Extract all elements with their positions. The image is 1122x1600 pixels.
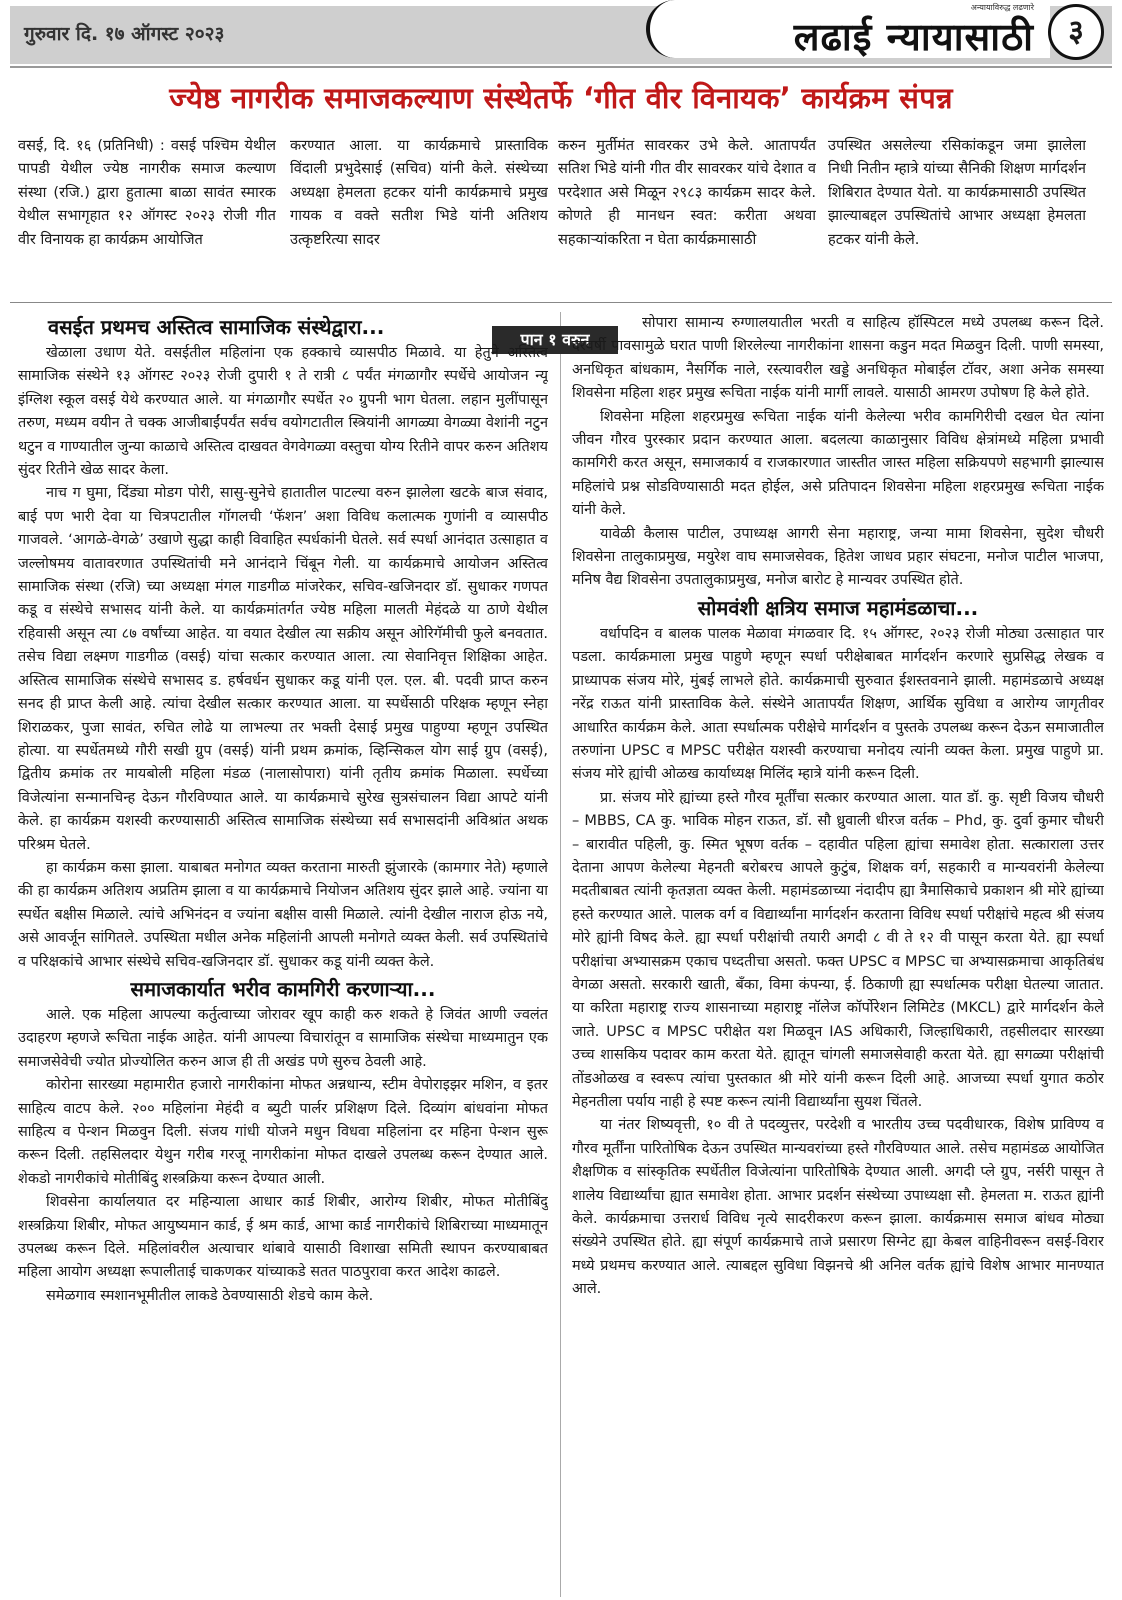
lead-text: उपस्थित असलेल्या रसिकांकडून जमा झालेला निधी नितीन म्हात्रे यांच्या सैनिकी शिक्षण मार्गदर्शन शिबिरात देण्यात येतो. या कार्यक्रमासाठी उपस्थित झाल्याबद्दल उपस्थितांचे आभार अध्यक्षा हेमलता हटकर यांनी केले. [828, 137, 1086, 248]
article-paragraph: नाच ग घुमा, दिंड्या मोडग पोरी, सासु-सुनेचे हातातील पाटल्या वरुन झालेला खटके बाज संवाद, बाई पण भारी देवा या चित्रपटातील गॉगलची ‘फॅशन’ अशा विविध कलात्मक गुणांनी व व्यासपीठ गाजवले. ‘आगळे-वेगळे’ उखाणे सुद्धा काही विवाहित स्पर्धकांनी घेतले. सर्व स्पर्धा आनंदात उत्साहात व जल्लोषमय वातावरणात उपस्थितांची मने आनंदाने चिंबून गेली. या कार्यक्रमाचे आयोजन अस्तित्व सामाजिक संस्था (रजि) च्या अध्यक्षा मंगल गाडगीळ मांजरेकर, सचिव-खजिनदार डॉ. सुधाकर गणपत कडू व संस्थेचे सभासद यांनी केले. या कार्यक्रमांतर्गत ज्येष्ठ महिला मालती मेहंदळे या ठाणे येथील रहिवासी असून त्या ८७ वर्षांच्या आहेत. या वयात देखील त्या सक्रीय असून ओरिगॅमीची फुले बनवतात. तसेच विद्या लक्ष्मण गाडगीळ (वसई) यांचा सत्कार करण्यात आला. त्या सेवानिवृत्त शिक्षिका आहेत. अस्तित्व सामाजिक संस्थेचे सभासद ड. हर्षवर्धन सुधाकर कडू यांनी एल. एल. बी. पदवी प्राप्त करुन सनद ही प्राप्त केली आहे. त्यांचा देखील सत्कार करण्यात आला. या स्पर्धेसाठी परिक्षक म्हणून स्नेहा शिराळकर, पुजा सावंत, रुचित लोढे या लाभल्या तर भक्ती देसाई प्रमुख पाहुण्या म्हणून उपस्थित होत्या. या स्पर्धेतमध्ये गौरी सखी ग्रुप (वसई) यांनी प्रथम क्रमांक, व्हिन्सिकल योग साई ग्रुप (वसई), द्वितीय क्रमांक तर मायबोली महिला मंडळ (नालासोपारा) यांनी तृतीय क्रमांक मिळाला. स्पर्धेच्या विजेत्यांना सन्मानचिन्ह देऊन गौरविण्यात आले. या कार्यक्रमाचे सुरेख सुत्रसंचालन विद्या आपटे यांनी केले. हा कार्यक्रम यशस्वी करण्यासाठी अस्तित्व सामाजिक संस्थेच्या सर्व सभासदांनी अविश्रांत अथक परिश्रम घेतले. [18, 485, 548, 853]
article-paragraph: शिवसेना महिला शहरप्रमुख रूचिता नाईक यांनी केलेल्या भरीव कामगिरीची दखल घेत त्यांना जीवन गौरव पुरस्कार प्रदान करण्यात आला. बदलत्या काळानुसार विविध क्षेत्रांमध्ये महिला प्रभावी कामगिरी करत असून, समाजकार्य व राजकारणात जास्तीत जास्त महिला सक्रियपणे सहभागी झाल्यास महिलांचे प्रश्न सोडविण्यासाठी मदत होईल, असे प्रतिपादन शिवसेना महिला शहरप्रमुख रूचिता नाईक यांनी केले. [572, 408, 1104, 519]
article-paragraph: शिवसेना कार्यालयात दर महिन्याला आधार कार्ड शिबीर, आरोग्य शिबीर, मोफत मोतीबिंदु शस्त्रक्रिया शिबीर, मोफत आयुष्यमान कार्ड, ई श्रम कार्ड, आभा कार्ड नागरीकांचे शिबिराच्या माध्यमातून उपलब्ध करून दिले. महिलांवरील अत्याचार थांबावे यासाठी विशाखा समिती स्थापन करण्याबाबत महिला आयोग अध्यक्षा रूपालीताई चाकणकर यांच्याकडे सतत पाठपुरावा करत आदेश काढले. [18, 1194, 548, 1281]
article-paragraph: आले. एक महिला आपल्या कर्तुत्वाच्या जोरावर खूप काही करु शकते हे जिवंत आणी ज्वलंत उदाहरण म्हणजे रूचिता नाईक आहेत. यांनी आपल्या विचारांतून व सामाजिक संस्थेचा माध्यमातुन एक समाजसेवेची ज्योत प्रोज्योलित करुन आज ही ती अखंड पणे सुरुच ठेवली आहे. [18, 1006, 548, 1070]
article-paragraph: सोपारा सामान्य रुग्णालयातील भरती व साहित्य हॉस्पिटल मध्ये उपलब्ध करून दिले. दरवर्षी पावसामुळे घरात पाणी शिरलेल्या नागरीकांना शासना कडुन मदत मिळवुन दिली. पाणी समस्या, अनधिकृत बांधकाम, नैसर्गिक नाले, रस्त्यावरील खड्डे अनधिकृत मोबाईल टॉवर, अशा अनेक समस्या शिवसेना महिला शहर प्रमुख रूचिता नाईक यांनी मार्गी लावले. यासाठी आमरण उपोषण हि केले होते. [572, 315, 1104, 402]
lead-text: करुन मुर्तीमंत सावरकर उभे केले. आतापर्यंत सतिश भिडे यांनी गीत वीर सावरकर यांचे देशात व परदेशात असे मिळून २९८३ कार्यक्रम सादर केले. कोणते ही मानधन स्वत: करीता अथवा सहकाऱ्यांकरिता न घेता कार्यक्रमासाठी [558, 137, 816, 248]
article-heading: वसईत प्रथमच अस्तित्व सामाजिक संस्थेद्वारा... [48, 315, 385, 339]
lead-column-1 [18, 134, 276, 294]
header-rule [10, 66, 1112, 68]
article-paragraph: समेळगाव स्मशानभूमीतील लाकडे ठेवण्यासाठी शेडचे काम केले. [46, 1287, 374, 1304]
article-paragraph: या नंतर शिष्यवृत्ती, १० वी ते पदव्युत्तर, परदेशी व भारतीय उच्च पदवीधारक, विशेष प्राविण्य व गौरव मूर्तींना पारितोषिक देऊन उपस्थित मान्यवरांच्या हस्ते गौरविण्यात आले. तसेच महामंडळ आयोजित शैक्षणिक व सांस्कृतिक स्पर्धेतील विजेत्यांना पारितोषिके देण्यात आली. अगदी प्ले ग्रुप, नर्सरी पासून ते शालेय विद्यार्थ्यांचा ह्यात समावेश होता. आभार प्रदर्शन संस्थेच्या उपाध्यक्षा सौ. हेमलता म. राऊत ह्यांनी केले. कार्यक्रमाचा उत्तरार्ध विविध नृत्ये सादरीकरण करून झाला. कार्यक्रमास समाज बांधव मोठ्या संख्येने उपस्थित होते. ह्या संपूर्ण कार्यक्रमाचे ताजे प्रसारण सिग्नेट ह्या केबल वाहिनीवरून वसई-विरार मध्ये प्रथमच करण्यात आले. त्याबद्दल सुविधा विझनचे श्री अनिल वर्तक ह्यांचे विशेष आभार मानण्यात आले. [572, 1117, 1104, 1298]
article-heading: सोमवंशी क्षत्रिय समाज महामंडळाचा... [697, 595, 979, 620]
lead-column-4 [828, 134, 1086, 294]
article-paragraph: वर्धापदिन व बालक पालक मेळावा मंगळवार दि. १५ ऑगस्ट, २०२३ रोजी मोठ्या उत्साहात पार पडला. कार्यक्रमाला प्रमुख पाहुणे म्हणून स्पर्धा परीक्षेबाबत मार्गदर्शन करणारे सुप्रसिद्ध लेखक व प्राध्यापक संजय मोरे, मुंबई लाभले होते. कार्यक्रमाची सुरुवात ईशस्तवनाने झाली. महामंडळाचे अध्यक्ष नरेंद्र राऊत यांनी प्रास्ताविक केले. संस्थेने आतापर्यंत शिक्षण, आर्थिक सुविधा व आरोग्य जागृतीवर आधारित कार्यक्रम केले. आता स्पर्धात्मक परीक्षेचे मार्गदर्शन व पुस्तके उपलब्ध करून देऊन समाजातील तरुणांना UPSC व MPSC परीक्षेत यशस्वी करण्याचा मनोदय त्यांनी व्यक्त केला. प्रमुख पाहुणे प्रा. संजय मोरे ह्यांची ओळख कार्याध्यक्ष मिलिंद म्हात्रे यांनी करून दिली. [572, 625, 1104, 783]
lead-headline: ज्येष्ठ नागरीक समाजकल्याण संस्थेतर्फे ‘गीत वीर विनायक’ कार्यक्रम संपन्न [169, 81, 953, 115]
continued-badge: पान १ वरुन [492, 326, 618, 354]
newspaper-name: लढाई न्यायासाठी [793, 14, 1034, 59]
column-divider [560, 312, 561, 1597]
article-paragraph: हा कार्यक्रम कसा झाला. याबाबत मनोगत व्यक्त करताना मारुती झुंजारके (कामगार नेते) म्हणाले की हा कार्यक्रम अतिशय अप्रतिम झाला व या कार्यक्रमाचे नियोजन अतिशय सुंदर झाले आहे. ज्यांना या स्पर्धेत बक्षीस मिळाले. त्यांचे अभिनंदन व ज्यांना बक्षीस वासी मिळाले. त्यांनी देखील नाराज होऊ नये, असे आवर्जून सांगितले. उपस्थिता मधील अनेक महिलांनी आपली मनोगते व्यक्त केली. सर्व उपस्थितांचे व परिक्षकांचे आभार संस्थेचे सचिव-खजिनदार डॉ. सुधाकर कडू यांनी व्यक्त केले. [18, 859, 548, 970]
page-number: ३ [1048, 4, 1104, 60]
section-rule [10, 302, 1112, 303]
article-heading: समाजकार्यात भरीव कामगिरी करणाऱ्या... [130, 976, 436, 1001]
masthead-tagline: अन्यायाविरुद्ध लढणारे [970, 3, 1034, 12]
article-paragraph: प्रा. संजय मोरे ह्यांच्या हस्ते गौरव मूर्तींचा सत्कार करण्यात आला. यात डॉ. कु. सृष्टी विजय चौधरी – MBBS, CA कु. भाविक मोहन राऊत, डॉ. सौ ध्रुवाली धीरज वर्तक – Phd, कु. दुर्वा कुमार चौधरी – बारावीत पहिली, कु. स्मित भूषण वर्तक – दहावीत पहिला ह्यांचा समावेश होता. सत्काराला उत्तर देताना आपण केलेल्या मेहनती बरोबरच आपले कुटुंब, शिक्षक वर्ग, सहकारी व मान्यवरांनी केलेल्या मदतीबाबत त्यांनी कृतज्ञता व्यक्त केली. महामंडळाच्या नंदादीप ह्या त्रैमासिकाचे प्रकाशन श्री मोरे ह्यांच्या हस्ते करण्यात आले. पालक वर्ग व विद्यार्थ्यांना मार्गदर्शन करताना विविध स्पर्धा परीक्षांचे महत्व श्री संजय मोरे ह्यांनी विषद केले. ह्या स्पर्धा परीक्षांची तयारी अगदी ८ वी ते १२ वी पासून करता येते. ह्या स्पर्धा परीक्षांचा अभ्यासक्रम एकाच पध्दतीचा असतो. फक्त UPSC व MPSC चा अभ्यासक्रमाचा आकृतिबंध वेगळा असतो. सरकारी खाती, बँका, विमा कंपन्या, ई. ठिकाणी ह्या स्पर्धात्मक परीक्षा घेतल्या जातात. या करिता महाराष्ट्र राज्य शासनाच्या महाराष्ट्र नॉलेज कॉर्पोरेशन लिमिटेड (MKCL) द्वारे मार्गदर्शन केले जाते. UPSC व MPSC परीक्षेत यश मिळवून IAS अधिकारी, जिल्हाधिकारी, तहसीलदार सारख्या उच्च शासकिय पदावर काम करता येते. ह्यातून चांगली समाजसेवाही करता येते. ह्या सगळ्या परीक्षांची तोंडओळख व स्वरूप त्यांचा पुस्तकात श्री मोरे यांनी करून दिली आहे. आजच्या स्पर्धा युगात कठोर मेहनतीला पर्याय नाही हे स्पष्ट करून त्यांनी विद्यार्थ्यांना सुयश चिंतले. [572, 789, 1104, 1110]
lead-column-2 [290, 134, 548, 294]
right-column [572, 312, 1104, 1597]
issue-date: गुरुवार दि. १७ ऑगस्ट २०२३ [24, 23, 225, 45]
lead-text: करण्यात आला. या कार्यक्रमाचे प्रास्ताविक विंदाली प्रभुदेसाई (सचिव) यांनी केले. संस्थेच्या अध्यक्षा हेमलता हटकर यांनी कार्यक्रमाचे प्रमुख गायक व वक्ते सतीश भिडे यांनी अतिशय उत्कृष्टरित्या सादर [290, 137, 548, 248]
lead-column-3 [558, 134, 816, 294]
article-paragraph: कोरोना सारख्या महामारीत हजारो नागरीकांना मोफत अन्नधान्य, स्टीम वेपोराइझर मशिन, व इतर साहित्य वाटप केले. २०० महिलांना मेहंदी व ब्युटी पार्लर प्रशिक्षण दिले. दिव्यांग बांधवांना मोफत साहित्य व पेन्शन मिळवुन दिली. संजय गांधी योजने मधुन विधवा महिलांना दर महिना पेन्शन सुरू करून दिली. तहसिलदार येथुन गरीब गरजू नागरीकांना मोफत दाखले उपलब्ध करून देण्यात आले. शेकडो नागरीकांचे मोतीबिंदु शस्त्रक्रिया करून देण्यात आली. [18, 1077, 548, 1187]
article-paragraph: यावेळी कैलास पाटील, उपाध्यक्ष आगरी सेना महाराष्ट्र, जन्या मामा शिवसेना, सुदेश चौधरी शिवसेना तालुकाप्रमुख, मयुरेश वाघ समाजसेवक, हितेश जाधव प्रहार संघटना, मनोज पाटील भाजपा, मनिष वैद्य शिवसेना उपतालुकाप्रमुख, मनोज बारोट हे मान्यवर उपस्थित होते. [572, 525, 1104, 589]
article-paragraph: खेळाला उधाण येते. वसईतील महिलांना एक हक्काचे व्यासपीठ मिळावे. या हेतुने अस्तित्व सामाजिक संस्थेने १३ ऑगस्ट २०२३ रोजी दुपारी १ ते रात्री ८ पर्यंत मंगळागौर स्पर्धेचे आयोजन न्यू इंग्लिश स्कूल वसई येथे करण्यात आले. या मंगळागौर स्पर्धेत २० ग्रुपनी भाग घेतला. लहान मुलींपासून तरुण, मध्यम वयीन ते चक्क आजीबाईंपर्यंत सर्वच वयोगटातील स्त्रियांनी आगळ्या वेगळ्या वेशांनी नटुन थटुन व गाण्यातील जुन्या काळाचे अस्तित्व दाखवत वेगवेगळ्या वस्तुचा योग्य रितीने वापर करुन अतिशय सुंदर रितीने खेळ सादर केला. [18, 345, 548, 479]
left-column [18, 312, 548, 1597]
lead-text: वसई, दि. १६ (प्रतिनिधी) : वसई पश्चिम येथील पापडी येथील ज्येष्ठ नागरीक समाज कल्याण संस्था (रजि.) द्वारा हुतात्मा बाळा सावंत स्मारक येथील सभागृहात १२ ऑगस्ट २०२३ रोजी गीत वीर विनायक हा कार्यक्रम आयोजित [18, 137, 276, 248]
